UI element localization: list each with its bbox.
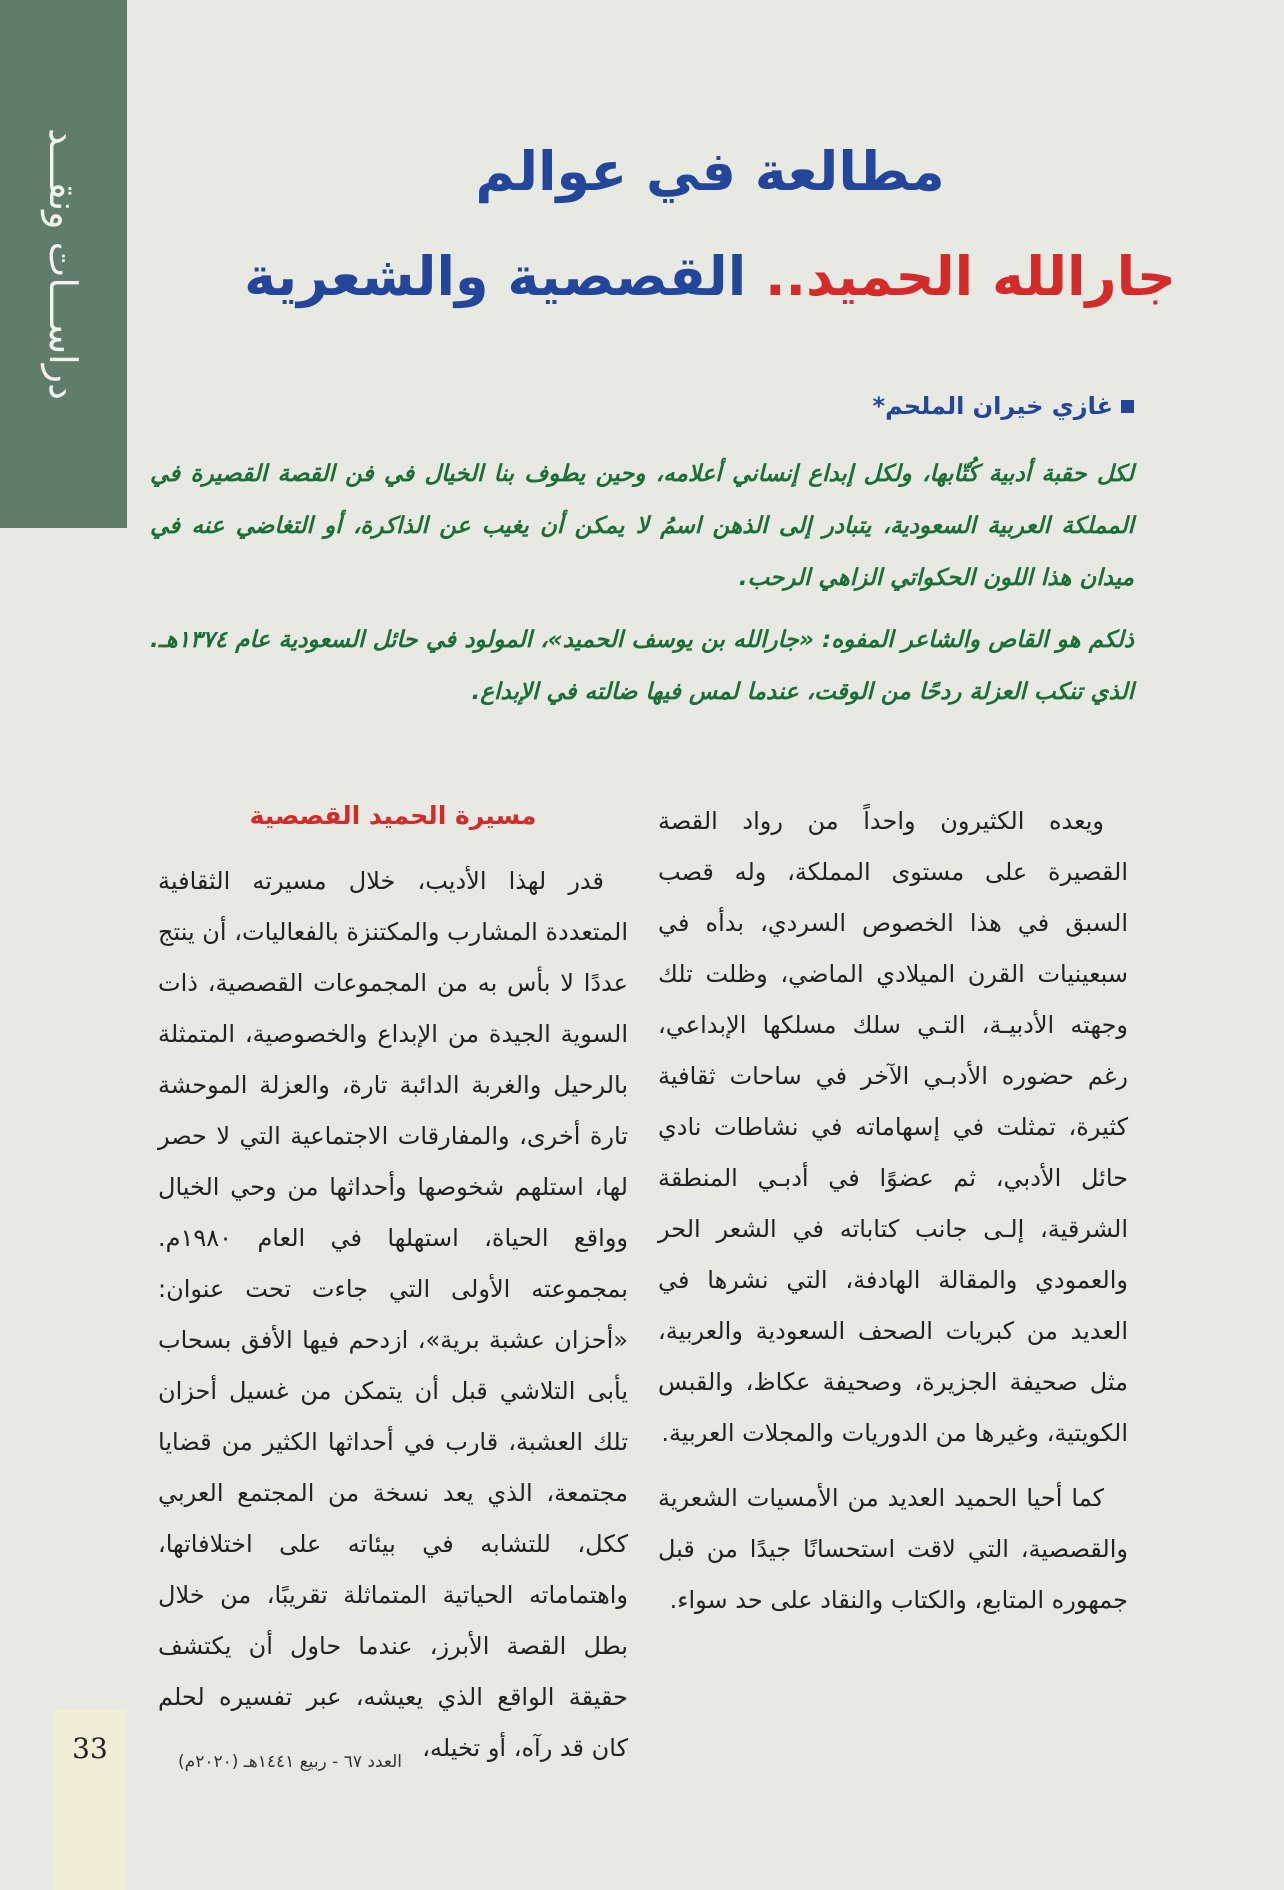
intro-paragraph-1: لكل حقبة أدبية كُتّابها، ولكل إبداع إنساني أعلامه، وحين يطوف بنا الخيال في فن القصة القصيرة في المملكة العربية السعودية، يتبادر إلى الذهن اسمُ لا يمكن أن يغيب عن الذاكرة، أو التغاضي عنه في ميدان هذا اللون الحكواتي الزاهي الرحب.: [150, 461, 1134, 591]
section-heading: مسيرة الحميد القصصية: [249, 801, 537, 830]
square-bullet-icon: [1121, 400, 1134, 413]
section-tab: [0, 0, 127, 528]
article-title-line-2: [160, 245, 1260, 309]
article-title-name: جارالله الحميد..: [765, 245, 1176, 308]
section-tab-label: دراســـات ونقـــد: [41, 128, 85, 400]
right-column: [658, 796, 1128, 1640]
article-title-subject: القصصية والشعرية: [244, 245, 747, 308]
article-title-line-1: مطالعة في عوالم: [475, 140, 945, 203]
issue-info: العدد ٦٧ - ربيع ١٤٤١هـ (٢٠٢٠م): [178, 1752, 402, 1772]
page-number: 33: [72, 1732, 108, 1765]
intro-paragraph-2: ذلكم هو القاص والشاعر المفوه: «جارالله بن يوسف الحميد»، المولود في حائل السعودية عام ١٣٧٤هـ. الذي تنكب العزلة ردحًا من الوقت، عندما لمس فيها ضالته في الإبداع.: [150, 627, 1134, 705]
body-paragraph: قدر لهذا الأديب، خلال مسيرته الثقافية المتعددة المشارب والمكتنزة بالفعاليات، أن ينتج عددًا لا بأس به من المجموعات القصصية، ذات السوية الجيدة من الإبداع والخصوصية، المتمثلة بالرحيل والغربة الدائبة تارة، والعزلة الموحشة تارة أخرى، والمفارقات الاجتماعية التي لا حصر لها، استلهم شخوصها وأحداثها من وحي الخيال وواقع الحياة، استهلها في العام ١٩٨٠م. بمجموعته الأولى التي جاءت تحت عنوان: «أحزان عشبة برية»، ازدحم فيها الأفق بسحاب يأبى التلاشي قبل أن يتمكن من غسيل أحزان تلك العشبة، قارب في أحداثها الكثير من قضايا مجتمعة، الذي يعد نسخة من المجتمع العربي ككل، للتشابه في بيئاته على اختلافاتها، واهتماماته الحياتية المتماثلة تقريبًا، من خلال بطل القصة الأبرز، عندما حاول أن يكتشف حقيقة الواقع الذي يعيشه، عبر تفسيره لحلم كان قد رآه، أو تخيله،: [158, 867, 628, 1762]
author-name: غازي خيران الملحم*: [872, 392, 1113, 420]
author-byline: [873, 392, 1134, 420]
left-column: [158, 796, 628, 1788]
body-paragraph: كما أحيا الحميد العديد من الأمسيات الشعرية والقصصية، التي لاقت استحسانًا جيدًا من قبل جمهوره المتابع، والكتاب والنقاد على حد سواء.: [658, 1484, 1128, 1614]
body-paragraph: ويعده الكثيرون واحداً من رواد القصة القصيرة على مستوى المملكة، وله قصب السبق في هذا الخصوص السردي، بدأه في سبعينيات القرن الميلادي الماضي، وظلت تلك وجهته الأدبيـة، التـي سلك مسلكها الإبداعي، رغم حضوره الأدبـي الآخر في ساحات ثقافية كثيرة، تمثلت في إسهاماته في نشاطات نادي حائل الأدبي، ثم عضوًا في أدبـي المنطقة الشرقية، إلـى جانب كتاباته في الشعر الحر والعمودي والمقالة الهادفة، التي نشرها في العديد من كبريات الصحف السعودية والعربية، مثل صحيفة الجزيرة، وصحيفة عكاظ، والقبس الكويتية، وغيرها من الدوريات والمجلات العربية.: [658, 807, 1128, 1447]
